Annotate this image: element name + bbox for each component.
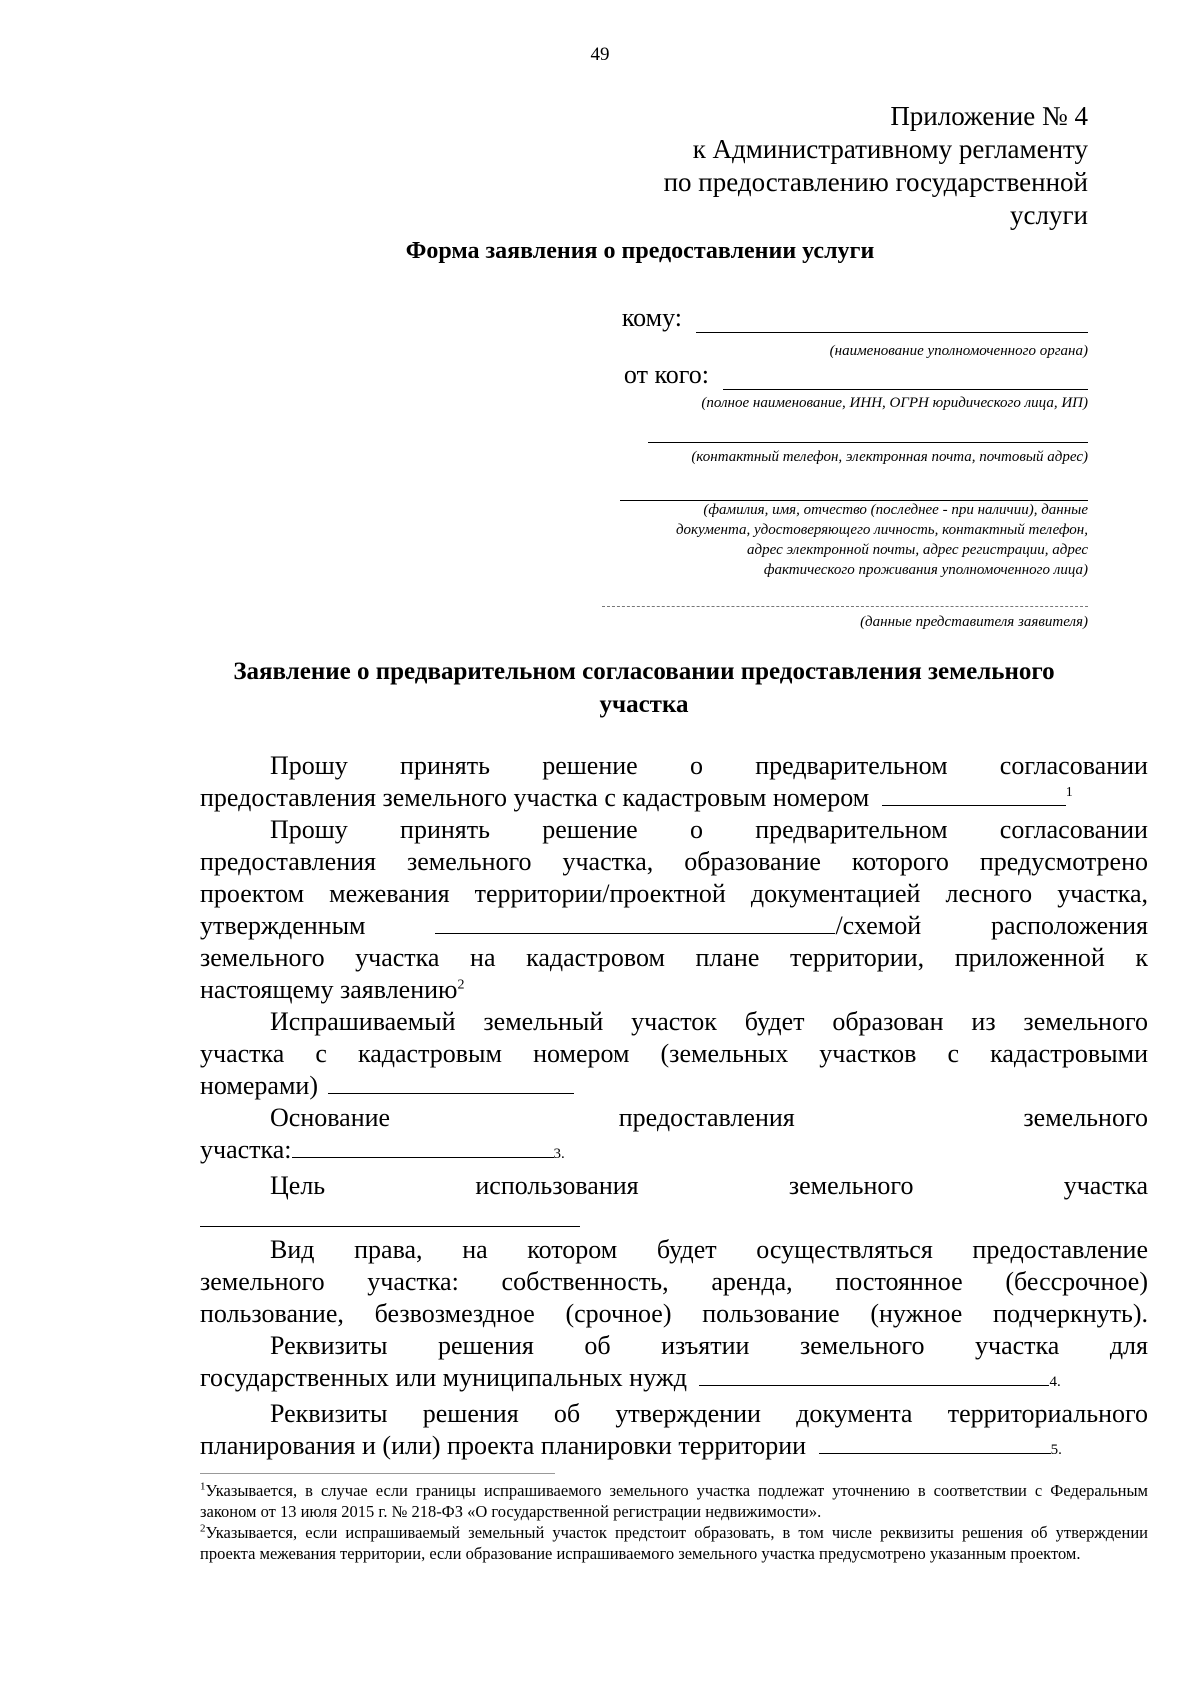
to-label: кому: [621, 303, 682, 332]
paragraph-2-line: предоставления земельного участка, образование которого предусмотрено [200, 847, 1148, 876]
from-field[interactable] [723, 365, 1088, 390]
text: расположения [991, 911, 1148, 940]
caption-line: документа, удостоверяющего личность, контактный телефон, [675, 522, 1088, 538]
word: предоставления [618, 1103, 795, 1132]
word: Прошу [270, 751, 348, 780]
caption-line: (фамилия, имя, отчество (последнее - при наличии), данные [703, 502, 1088, 518]
footnote-number: 1 [200, 1480, 206, 1493]
paragraph-7-line: Реквизиты решения об изъятии земельного участка для [270, 1331, 1148, 1360]
paragraph-2-line [200, 814, 1148, 846]
text: участка: [200, 1135, 292, 1164]
word: предварительном [755, 815, 948, 844]
from-caption: (полное наименование, ИНН, ОГРН юридического лица, ИП) [701, 395, 1088, 411]
text: предоставления земельного участка с кадастровым номером [200, 783, 870, 812]
footnote-separator [200, 1473, 555, 1474]
paragraph-6-line: Вид права, на котором будет осуществляться предоставление [270, 1235, 1148, 1264]
word: Цель [270, 1171, 326, 1200]
footnote-ref: 5. [1050, 1442, 1062, 1458]
paragraph-3-line [200, 1070, 1148, 1102]
word: участка [1063, 1171, 1148, 1200]
source-parcels-field[interactable] [328, 1071, 574, 1094]
paragraph-8-line [200, 1430, 1148, 1466]
paragraph-7-line [200, 1362, 1148, 1398]
footnote-number: 2 [200, 1522, 206, 1535]
footnote-1 [200, 1480, 1148, 1522]
contact-caption: (контактный телефон, электронная почта, почтовый адрес) [691, 449, 1088, 465]
word: решение [542, 751, 638, 780]
from-row [624, 360, 1088, 390]
footnote-ref: 2 [457, 977, 465, 993]
word: предварительном [755, 751, 948, 780]
word: Прошу [270, 815, 348, 844]
purpose-field[interactable] [200, 1202, 1148, 1234]
to-caption: (наименование уполномоченного органа) [829, 343, 1088, 359]
statement-title-line: участка [599, 691, 689, 718]
footnote-ref: 1 [1065, 785, 1073, 800]
representative-field[interactable] [602, 586, 1088, 607]
text: настоящему заявлению [200, 975, 458, 1004]
paragraph-2-line [200, 974, 1148, 1006]
statement-body [200, 750, 1148, 1466]
paragraph-1-line [200, 782, 1148, 814]
person-field[interactable] [620, 476, 1088, 501]
paragraph-3-line: участка с кадастровым номером (земельных участков с кадастровыми [200, 1039, 1148, 1068]
footnote-text: Указывается, в случае если границы испрашиваемого земельного участка подлежат уточнению в соответствии с Федеральным законом от 13 июля 2015 г. № 218-ФЗ «О государственной регистрации недвижимости». [200, 1481, 1148, 1521]
seizure-decision-field[interactable] [699, 1363, 1049, 1386]
text: государственных или муниципальных нужд [200, 1363, 687, 1392]
paragraph-6-line: пользование, безвозмездное (срочное) пользование (нужное подчеркнуть). [200, 1299, 1148, 1328]
person-caption [676, 500, 1088, 580]
word: о [689, 815, 703, 844]
footnote-text: Указывается, если испрашиваемый земельный участок предстоит образовать, в том числе реквизиты решения об утверждении проекта межевания территории, если образование испрашиваемого земельного участка предусмотрено указанным проектом. [200, 1523, 1148, 1563]
paragraph-4-line [200, 1134, 1148, 1170]
appendix-line: Приложение № 4 [890, 101, 1088, 131]
basis-field[interactable] [292, 1135, 554, 1158]
footnotes [200, 1480, 1148, 1564]
paragraph-5-line [200, 1170, 1148, 1202]
paragraph-2-line [200, 910, 1148, 942]
word: принять [400, 751, 490, 780]
caption-line: адрес электронной почты, адрес регистрации, адрес [747, 542, 1088, 558]
to-row [622, 303, 1088, 333]
from-label: от кого: [623, 360, 709, 389]
text: /схемой [435, 910, 921, 942]
word: использования [475, 1171, 639, 1200]
paragraph-8-line: Реквизиты решения об утверждении документа территориального [270, 1399, 1148, 1428]
paragraph-1-line [200, 750, 1148, 782]
paragraph-3-line: Испрашиваемый земельный участок будет образован из земельного [270, 1007, 1148, 1036]
word: Основание [270, 1103, 391, 1132]
to-field[interactable] [696, 308, 1088, 333]
footnote-2 [200, 1522, 1148, 1564]
footnote-ref: 4. [1049, 1374, 1061, 1390]
footnote-ref: 3. [553, 1146, 565, 1162]
word: согласовании [999, 815, 1148, 844]
word: согласовании [999, 751, 1148, 780]
statement-title [200, 655, 1088, 721]
word: земельного [788, 1171, 914, 1200]
appendix-header [664, 100, 1088, 232]
word: решение [542, 815, 638, 844]
paragraph-6-line: земельного участка: собственность, аренда, постоянное (бессрочное) [200, 1267, 1148, 1296]
planning-document-field[interactable] [819, 1431, 1051, 1454]
appendix-line: по предоставлению государственной [663, 167, 1088, 197]
text: утвержденным [200, 911, 366, 940]
word: земельного [1023, 1103, 1148, 1132]
word: принять [400, 815, 490, 844]
word: о [689, 751, 703, 780]
paragraph-2-line: земельного участка на кадастровом плане территории, приложенной к [200, 943, 1148, 972]
appendix-line: к Административному регламенту [692, 134, 1088, 164]
paragraph-4-line [200, 1102, 1148, 1134]
text: планирования и (или) проекта планировки территории [200, 1431, 807, 1460]
representative-caption: (данные представителя заявителя) [860, 614, 1088, 630]
form-title: Форма заявления о предоставлении услуги [405, 238, 875, 264]
contact-field[interactable] [648, 418, 1088, 443]
paragraph-2-line: проектом межевания территории/проектной документацией лесного участка, [200, 879, 1148, 908]
approved-by-field[interactable] [435, 911, 835, 934]
caption-line: фактического проживания уполномоченного лица) [763, 562, 1088, 578]
statement-title-line: Заявление о предварительном согласовании предоставления земельного [233, 658, 1055, 685]
cadastral-number-field[interactable] [882, 783, 1066, 806]
text: номерами) [200, 1071, 318, 1100]
appendix-line: услуги [1010, 200, 1088, 230]
page-number: 49 [590, 44, 610, 65]
